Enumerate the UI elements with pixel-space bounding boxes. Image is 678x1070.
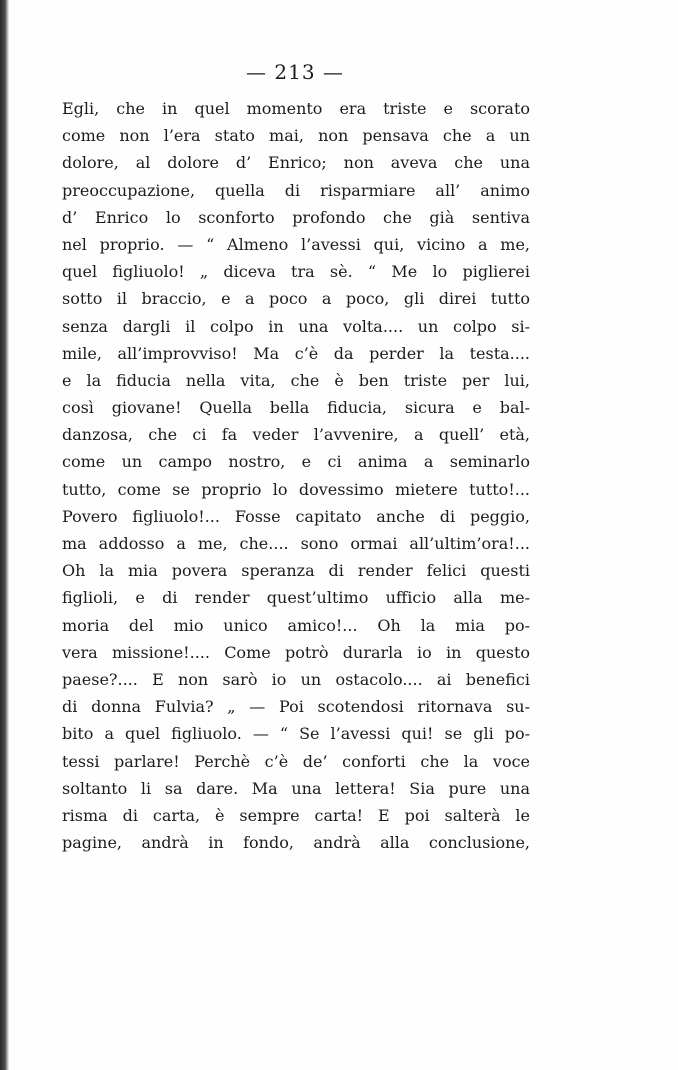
text-line: di donna Fulvia? „ — Poi scotendosi ritornava su- [62, 697, 530, 717]
text-line: vera missione!.... Come potrò durarla io in questo [62, 642, 530, 662]
text-line: danzosa, che ci fa veder l’avvenire, a quell’ età, [62, 425, 530, 445]
text-line: moria del mio unico amico!... Oh la mia po- [62, 615, 530, 635]
text-line: figlioli, e di render quest’ultimo ufficio alla me- [62, 588, 530, 608]
text-line: paese?.... E non sarò io un ostacolo.... ai benefici [62, 669, 530, 689]
text-line: dolore, al dolore d’ Enrico; non aveva che una [62, 153, 530, 173]
text-line: tessi parlare! Perchè c’è de’ conforti che la voce [62, 751, 530, 771]
page-number: — 213 — [246, 60, 344, 84]
text-line: risma di carta, è sempre carta! E poi salterà le [62, 805, 530, 825]
text-line: pagine, andrà in fondo, andrà alla conclusione, [62, 833, 530, 853]
text-line: bito a quel figliuolo. — “ Se l’avessi qui! se gli po- [62, 724, 530, 744]
text-line: quel figliuolo! „ diceva tra sè. “ Me lo piglierei [62, 262, 530, 282]
text-line: tutto, come se proprio lo dovessimo mietere tutto!... [62, 479, 530, 499]
text-line: d’ Enrico lo sconforto profondo che già sentiva [62, 207, 530, 227]
text-line: Oh la mia povera speranza di render felici questi [62, 561, 530, 581]
body-text [62, 95, 530, 856]
text-line: preoccupazione, quella di risparmiare all’ animo [62, 180, 530, 200]
text-line: mile, all’improvviso! Ma c’è da perder la testa.... [62, 343, 530, 363]
text-line: così giovane! Quella bella fiducia, sicura e bal- [62, 398, 530, 418]
text-line: come un campo nostro, e ci anima a seminarlo [62, 452, 530, 472]
text-line: e la fiducia nella vita, che è ben triste per lui, [62, 370, 530, 390]
text-line: sotto il braccio, e a poco a poco, gli direi tutto [62, 289, 530, 309]
text-line: Povero figliuolo!... Fosse capitato anche di peggio, [62, 506, 530, 526]
text-line: nel proprio. — “ Almeno l’avessi qui, vicino a me, [62, 234, 530, 254]
text-line: soltanto li sa dare. Ma una lettera! Sia pure una [62, 778, 530, 798]
text-line: Egli, che in quel momento era triste e scorato [62, 99, 530, 118]
text-line: ma addosso a me, che.... sono ormai all’ultim’ora!... [62, 534, 530, 553]
book-spine-shadow [0, 0, 9, 1070]
text-line: senza dargli il colpo in una volta.... un colpo si- [62, 316, 530, 336]
text-line: come non l’era stato mai, non pensava che a un [62, 126, 530, 146]
